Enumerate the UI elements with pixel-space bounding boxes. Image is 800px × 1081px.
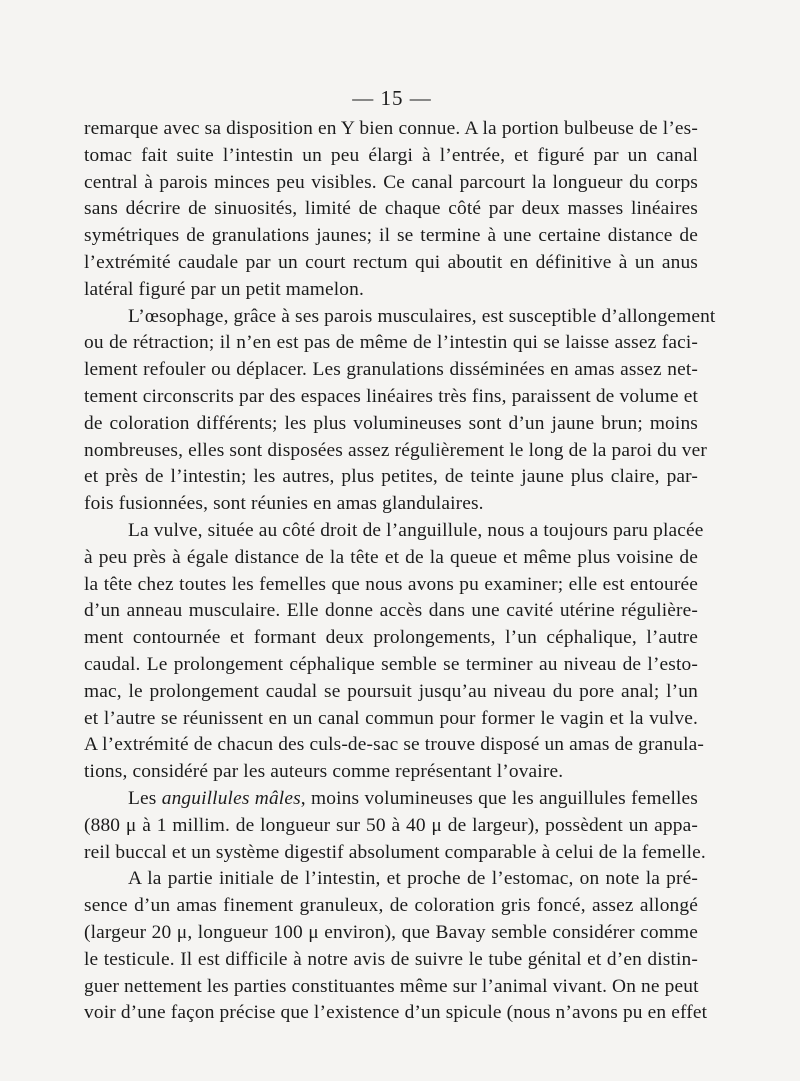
text-line: A l’extrémité de chacun des culs-de-sac se trouve disposé un amas de granula- bbox=[84, 734, 704, 756]
text-line: latéral figuré par un petit mamelon. bbox=[84, 278, 364, 300]
paragraph-intestine-testicle bbox=[84, 866, 708, 1027]
text-segment: , moins volumineuses que les anguillules femelles bbox=[300, 787, 698, 809]
paragraph-vulva bbox=[84, 518, 704, 786]
text-line: et l’autre se réunissent en un canal commun pour former le vagin et la vulve. bbox=[84, 707, 698, 729]
text-line: tomac fait suite l’intestin un peu élargi à l’entrée, et figuré par un canal bbox=[84, 144, 698, 166]
text-line: (largeur 20 μ, longueur 100 μ environ), que Bavay semble considérer comme bbox=[84, 921, 698, 943]
text-line: la tête chez toutes les femelles que nous avons pu examiner; elle est entourée bbox=[84, 573, 698, 595]
text-line: d’un anneau musculaire. Elle donne accès dans une cavité utérine régulière- bbox=[84, 600, 698, 622]
text-line: ou de rétraction; il n’en est pas de même de l’intestin qui se laisse assez faci- bbox=[84, 332, 698, 354]
body-text bbox=[84, 116, 716, 1027]
text-line bbox=[84, 786, 698, 813]
text-line: (880 μ à 1 millim. de longueur sur 50 à 40 μ de largeur), possèdent un appa- bbox=[84, 814, 698, 836]
italic-term: anguillules mâles bbox=[161, 787, 301, 809]
text-line: sans décrire de sinuosités, limité de chaque côté par deux masses linéaires bbox=[84, 198, 698, 220]
text-line: voir d’une façon précise que l’existence d’un spicule (nous n’avons pu en effet bbox=[84, 1002, 708, 1024]
text-line: ment contournée et formant deux prolongements, l’un céphalique, l’autre bbox=[84, 627, 698, 649]
text-line: fois fusionnées, sont réunies en amas glandulaires. bbox=[84, 493, 484, 515]
text-line: symétriques de granulations jaunes; il se termine à une certaine distance de bbox=[84, 225, 698, 247]
text-line: central à parois minces peu visibles. Ce canal parcourt la longueur du corps bbox=[84, 171, 698, 193]
text-segment: Les bbox=[128, 787, 162, 809]
text-line: de coloration différents; les plus volumineuses sont d’un jaune brun; moins bbox=[84, 412, 698, 434]
paragraph-oesophagus bbox=[84, 304, 716, 518]
text-line: tement circonscrits par des espaces linéaires très fins, paraissent de volume et bbox=[84, 385, 698, 407]
text-line: le testicule. Il est difficile à notre avis de suivre le tube génital et d’en distin- bbox=[84, 948, 698, 970]
text-line: A la partie initiale de l’intestin, et proche de l’estomac, on note la pré- bbox=[128, 868, 698, 890]
text-line: nombreuses, elles sont disposées assez régulièrement le long de la paroi du ver bbox=[84, 439, 708, 461]
text-line: l’extrémité caudale par un court rectum qui aboutit en définitive à un anus bbox=[84, 251, 698, 273]
page-number: — 15 — bbox=[352, 86, 432, 110]
text-line: L’œsophage, grâce à ses parois musculaires, est susceptible d’allongement bbox=[128, 305, 716, 327]
text-line: La vulve, située au côté droit de l’anguillule, nous a toujours paru placée bbox=[128, 519, 704, 541]
text-line: mac, le prolongement caudal se poursuit jusqu’au niveau du pore anal; l’un bbox=[84, 680, 698, 702]
paragraph-males bbox=[84, 786, 706, 866]
text-line: lement refouler ou déplacer. Les granulations disséminées en amas assez net- bbox=[84, 359, 698, 381]
text-line: et près de l’intestin; les autres, plus petites, de teinte jaune plus claire, par- bbox=[84, 466, 698, 488]
text-line: reil buccal et un système digestif absolument comparable à celui de la femelle. bbox=[84, 841, 706, 863]
text-line: guer nettement les parties constituantes même sur l’animal vivant. On ne peut bbox=[84, 975, 699, 997]
text-line: caudal. Le prolongement céphalique semble se terminer au niveau de l’esto- bbox=[84, 653, 698, 675]
text-line: sence d’un amas finement granuleux, de coloration gris foncé, assez allongé bbox=[84, 895, 698, 917]
text-line: à peu près à égale distance de la tête et de la queue et même plus voisine de bbox=[84, 546, 698, 568]
text-line: remarque avec sa disposition en Y bien connue. A la portion bulbeuse de l’es- bbox=[84, 118, 698, 139]
text-line: tions, considéré par les auteurs comme représentant l’ovaire. bbox=[84, 761, 564, 783]
paragraph-esophagus-intestine-continued bbox=[84, 116, 698, 304]
